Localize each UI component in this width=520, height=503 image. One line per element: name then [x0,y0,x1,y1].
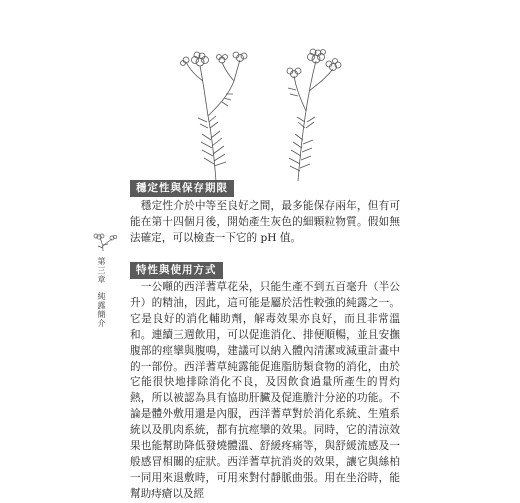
yarrow-plant-illustration [178,36,353,186]
flower-icon [88,232,118,252]
section-heading-stability: 穩定性與保存期限 [130,180,234,197]
paragraph-properties: 一公噸的西洋蓍草花朵，只能生產不到五百毫升（半公升）的精油，因此，這可能是屬於活性較強的純露之一。它是良好的消化輔助劑，解毒效果亦良好，而且非常溫和。連續三週飲用，可以促進消化、排便順暢，並且安撫腹部的痙攣與腹鳴，建議可以納入體內清潔或減重計畫中的一部份。西洋蓍草純露能促進脂肪類食物的消化，由於它能很快地排除消化不良，及因飲食過量所產生的胃灼熱，所以被認為具有協助肝臟及促進膽汁分泌的功能。不論是體外敷用還是內服，西洋蓍草對於消化系統、生殖系統以及肌肉系統，都有抗痙攣的效果。同時，它的清涼效果也能幫助降低發燒體溫、舒緩疼痛等，與舒緩流感及一般感冒相關的症狀。西洋蓍草抗消炎的效果，讓它與絲柏一同用來退敷時，可用來對付靜脈曲張。用在坐浴時，能幫助痔瘡以及經 [130,281,400,500]
paragraph-stability: 穩定性介於中等至良好之間，最多能保存兩年，但有可能在第十四個月後，開始產生灰色的細顆粒物質。假如無法確定，可以檢查一下它的 pH 值。 [130,200,400,244]
section-heading-properties: 特性與使用方式 [130,262,223,279]
chapter-sidebar [96,257,107,328]
chapter-title: 純露簡介 [97,292,106,328]
chapter-number: 第三章 [97,257,106,284]
